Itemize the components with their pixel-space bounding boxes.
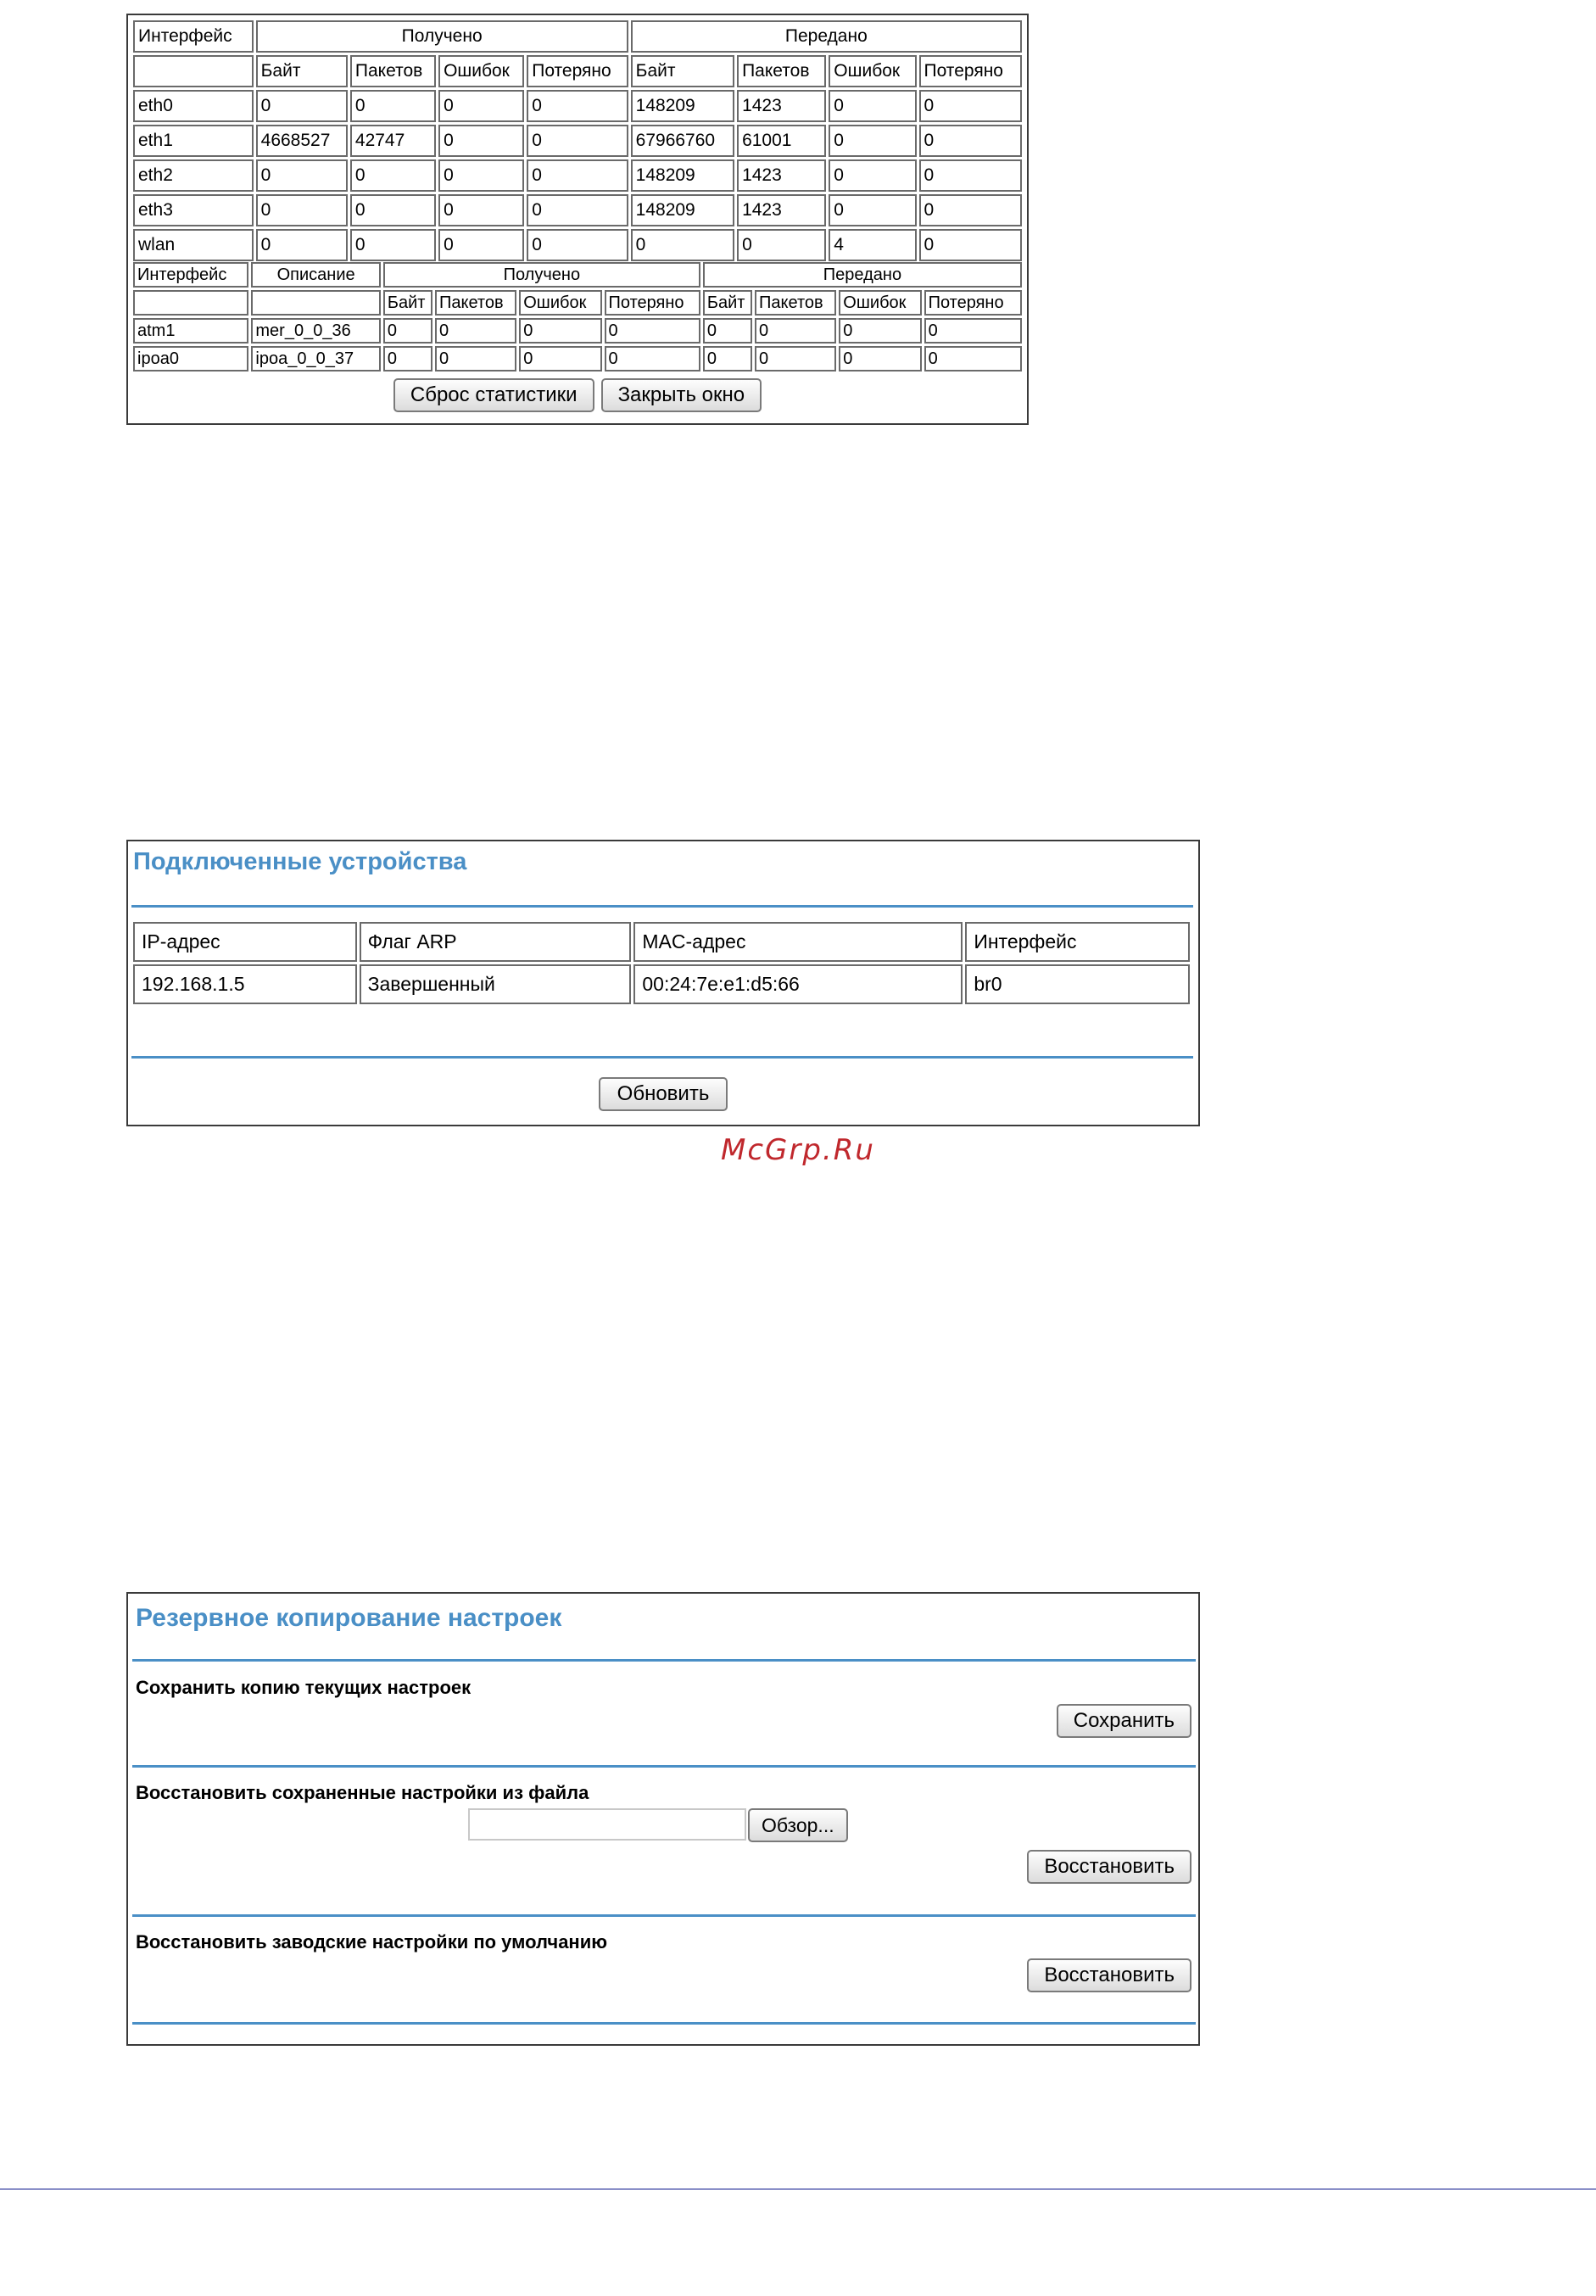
cell-rx-errors: 0	[438, 125, 524, 157]
cell-rx-packets: 0	[350, 194, 436, 226]
header-tx-errors: Ошибок	[839, 290, 921, 316]
reset-statistics-button[interactable]: Сброс статистики	[393, 378, 594, 412]
cell-tx-packets: 1423	[737, 159, 826, 192]
table-row	[133, 194, 1022, 226]
table-row	[133, 125, 1022, 157]
connected-devices-panel	[126, 840, 1200, 1126]
cell-tx-errors: 0	[829, 125, 916, 157]
file-path-input[interactable]	[468, 1808, 746, 1841]
cell-rx-lost: 0	[527, 125, 628, 157]
cell-tx-errors: 0	[829, 90, 916, 122]
devices-button-bar	[128, 1077, 1198, 1111]
header-description: Описание	[251, 262, 380, 288]
cell-tx-bytes: 0	[631, 229, 734, 261]
refresh-button[interactable]: Обновить	[599, 1077, 728, 1111]
restore-from-file-button[interactable]: Восстановить	[1027, 1850, 1191, 1884]
cell-mac-address: 00:24:7e:e1:d5:66	[633, 964, 963, 1004]
cell-tx-packets: 0	[737, 229, 826, 261]
cell-interface: eth3	[133, 194, 254, 226]
cell-description: ipoa_0_0_37	[251, 346, 380, 371]
statistics-button-bar	[128, 378, 1027, 412]
connected-devices-table	[131, 919, 1192, 1007]
header-rx-packets: Пакетов	[350, 55, 436, 87]
header-empty	[251, 290, 380, 316]
cell-tx-bytes: 148209	[631, 90, 734, 122]
header-rx-errors: Ошибок	[519, 290, 601, 316]
header-rx-bytes: Байт	[256, 55, 348, 87]
atm-statistics-table	[131, 260, 1024, 374]
cell-rx-errors: 0	[438, 159, 524, 192]
table-row	[133, 90, 1022, 122]
cell-tx-lost: 0	[919, 229, 1023, 261]
cell-rx-errors: 0	[519, 318, 601, 344]
cell-tx-bytes: 0	[703, 346, 752, 371]
cell-interface: br0	[965, 964, 1190, 1004]
cell-tx-packets: 61001	[737, 125, 826, 157]
cell-rx-lost: 0	[527, 90, 628, 122]
table-divider	[131, 1056, 1193, 1059]
restore-from-file-label: Восстановить сохраненные настройки из файла	[136, 1782, 589, 1803]
cell-arp-flag: Завершенный	[360, 964, 632, 1004]
save-copy-label: Сохранить копию текущих настроек	[136, 1677, 472, 1698]
cell-rx-packets: 0	[350, 90, 436, 122]
cell-tx-packets: 1423	[737, 194, 826, 226]
cell-ip-address: 192.168.1.5	[133, 964, 357, 1004]
cell-tx-errors: 0	[829, 159, 916, 192]
section-divider	[132, 1765, 1196, 1768]
cell-interface: atm1	[133, 318, 248, 344]
cell-interface: ipoa0	[133, 346, 248, 371]
cell-rx-packets: 0	[435, 318, 516, 344]
factory-reset-label: Восстановить заводские настройки по умолчанию	[136, 1931, 608, 1952]
cell-tx-bytes: 148209	[631, 194, 734, 226]
header-rx-lost: Потеряно	[527, 55, 628, 87]
table-header-row	[133, 20, 1022, 53]
title-divider	[132, 1659, 1196, 1662]
cell-tx-bytes: 0	[703, 318, 752, 344]
header-tx-lost: Потеряно	[924, 290, 1022, 316]
table-row	[133, 964, 1190, 1004]
backup-settings-panel	[126, 1592, 1200, 2046]
cell-interface: wlan	[133, 229, 254, 261]
interface-statistics-table	[131, 18, 1024, 264]
cell-rx-bytes: 0	[256, 159, 348, 192]
cell-rx-packets: 0	[350, 159, 436, 192]
cell-rx-bytes: 0	[383, 346, 432, 371]
table-row	[133, 159, 1022, 192]
header-received: Получено	[256, 20, 628, 53]
table-row	[133, 346, 1022, 371]
header-rx-bytes: Байт	[383, 290, 432, 316]
cell-tx-packets: 0	[755, 318, 836, 344]
header-rx-packets: Пакетов	[435, 290, 516, 316]
header-tx-bytes: Байт	[631, 55, 734, 87]
cell-tx-lost: 0	[919, 159, 1023, 192]
table-row	[133, 318, 1022, 344]
header-transmitted: Передано	[631, 20, 1022, 53]
cell-interface: eth0	[133, 90, 254, 122]
header-mac-address: MAC-адрес	[633, 922, 963, 962]
cell-interface: eth2	[133, 159, 254, 192]
cell-tx-bytes: 148209	[631, 159, 734, 192]
header-interface: Интерфейс	[133, 262, 248, 288]
header-received: Получено	[383, 262, 700, 288]
header-empty	[133, 55, 254, 87]
cell-rx-packets: 0	[435, 346, 516, 371]
header-interface: Интерфейс	[965, 922, 1190, 962]
header-empty	[133, 290, 248, 316]
header-transmitted: Передано	[703, 262, 1022, 288]
cell-rx-lost: 0	[605, 318, 700, 344]
backup-settings-title: Резервное копирование настроек	[136, 1604, 562, 1632]
cell-description: mer_0_0_36	[251, 318, 380, 344]
cell-tx-lost: 0	[924, 346, 1022, 371]
cell-rx-bytes: 0	[256, 90, 348, 122]
title-divider	[131, 905, 1193, 908]
header-tx-packets: Пакетов	[737, 55, 826, 87]
cell-rx-lost: 0	[527, 229, 628, 261]
save-button[interactable]: Сохранить	[1057, 1704, 1191, 1738]
browse-button[interactable]: Обзор...	[748, 1808, 848, 1842]
header-tx-lost: Потеряно	[919, 55, 1023, 87]
cell-rx-packets: 0	[350, 229, 436, 261]
cell-rx-bytes: 0	[256, 194, 348, 226]
cell-tx-errors: 0	[839, 318, 921, 344]
site-watermark: McGrp.Ru	[721, 1133, 875, 1167]
cell-rx-lost: 0	[527, 194, 628, 226]
cell-tx-lost: 0	[919, 90, 1023, 122]
interface-statistics-panel	[126, 14, 1029, 425]
cell-rx-bytes: 4668527	[256, 125, 348, 157]
cell-tx-errors: 4	[829, 229, 916, 261]
cell-tx-lost: 0	[919, 194, 1023, 226]
table-header-row	[133, 262, 1022, 288]
cell-rx-packets: 42747	[350, 125, 436, 157]
table-subheader-row	[133, 55, 1022, 87]
cell-interface: eth1	[133, 125, 254, 157]
header-rx-lost: Потеряно	[605, 290, 700, 316]
cell-rx-lost: 0	[605, 346, 700, 371]
header-tx-errors: Ошибок	[829, 55, 916, 87]
header-tx-bytes: Байт	[703, 290, 752, 316]
header-arp-flag: Флаг ARP	[360, 922, 632, 962]
cell-rx-bytes: 0	[383, 318, 432, 344]
header-tx-packets: Пакетов	[755, 290, 836, 316]
header-interface: Интерфейс	[133, 20, 254, 53]
table-subheader-row	[133, 290, 1022, 316]
cell-tx-packets: 1423	[737, 90, 826, 122]
bottom-divider	[132, 2022, 1196, 2025]
cell-rx-errors: 0	[519, 346, 601, 371]
cell-rx-errors: 0	[438, 229, 524, 261]
cell-rx-errors: 0	[438, 194, 524, 226]
header-ip-address: IP-адрес	[133, 922, 357, 962]
cell-tx-errors: 0	[829, 194, 916, 226]
cell-tx-lost: 0	[919, 125, 1023, 157]
table-row	[133, 229, 1022, 261]
cell-rx-lost: 0	[527, 159, 628, 192]
cell-rx-errors: 0	[438, 90, 524, 122]
cell-tx-errors: 0	[839, 346, 921, 371]
section-divider	[132, 1914, 1196, 1917]
cell-tx-packets: 0	[755, 346, 836, 371]
cell-tx-bytes: 67966760	[631, 125, 734, 157]
page-footer-divider	[0, 2188, 1596, 2190]
header-rx-errors: Ошибок	[438, 55, 524, 87]
cell-rx-bytes: 0	[256, 229, 348, 261]
factory-restore-button[interactable]: Восстановить	[1027, 1958, 1191, 1992]
cell-tx-lost: 0	[924, 318, 1022, 344]
connected-devices-title: Подключенные устройства	[133, 848, 467, 875]
table-header-row	[133, 922, 1190, 962]
close-window-button[interactable]: Закрыть окно	[601, 378, 762, 412]
